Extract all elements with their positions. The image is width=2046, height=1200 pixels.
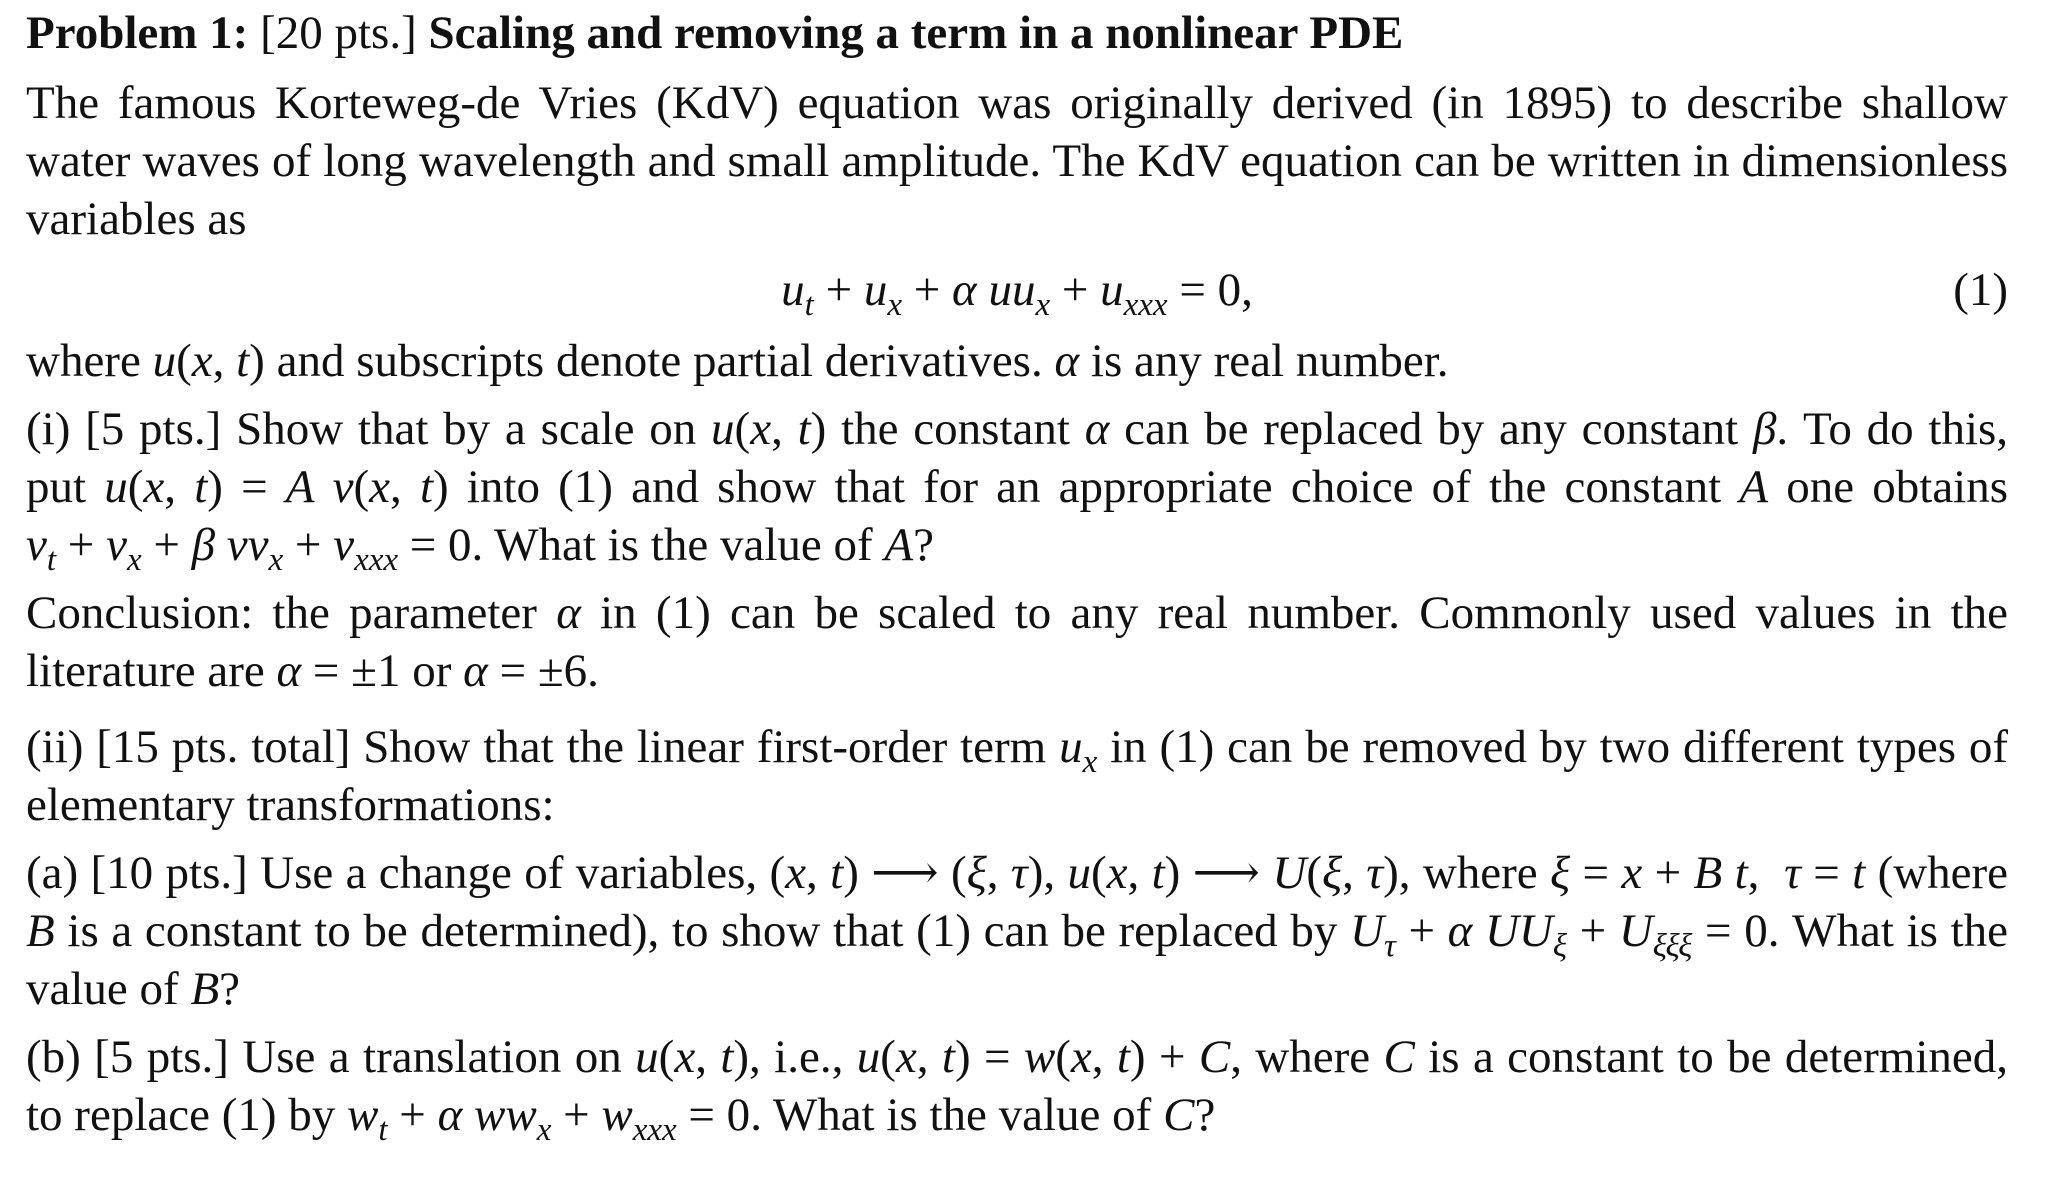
intro-where-text: and subscripts denote partial derivatives.: [276, 335, 1043, 387]
part-i-text-7: . What is the value of: [471, 519, 873, 571]
problem-title: Scaling and removing a term in a nonlinear PDE: [428, 7, 1404, 59]
part-a-paragraph: (a) [10 pts.] Use a change of variables, (x, t) ⟶ (ξ, τ), u(x, t) ⟶ U(ξ, τ), where ξ = x + B t, τ = t (where B is a constant to be determined), to show that (1) can be replaced by $U_\tau + \alpha$ $UU_\xi + U_{\xi\xi\xi} = 0$. What is the value of B?: [26, 847, 2009, 1015]
part-a-text-1: Use a change of variables,: [260, 847, 758, 899]
part-a-text-4: is a constant to be determined), to show that (1) can be replaced by: [67, 905, 1338, 957]
problem-points: [20 pts.]: [260, 7, 417, 59]
part-i-text-6: one obtains: [1786, 461, 2009, 513]
part-a-label: (a) [10 pts.]: [26, 847, 248, 899]
part-ii-label: (ii) [15 pts. total]: [26, 721, 351, 773]
part-ii-text-1: Show that the linear first-order term: [363, 721, 1047, 773]
part-i-text-4: . To do this, put: [26, 403, 2009, 513]
part-a-text-2: , where: [1398, 847, 1538, 899]
intro-alpha-text: is any real number.: [1090, 335, 1449, 387]
conclusion-paragraph: Conclusion: the parameter α in (1) can be scaled to any real number. Commonly used values in the literature are α = ±1 or α = ±6.: [26, 587, 2008, 697]
part-b-text-4: is a constant to be determined, to replace (1) by: [26, 1031, 2009, 1141]
problem-label: Problem 1:: [26, 7, 249, 59]
part-i-text-1: Show that by a scale on: [236, 403, 697, 455]
part-ii-paragraph: (ii) [15 pts. total] Show that the linear first-order term $u_x$ in (1) can be removed by two different types of elementary transformations:: [26, 721, 2008, 831]
kdv-equation: $u_t + u_x + \alpha$ $uu_x + u_{xxx} = 0$,: [781, 264, 1253, 323]
intro-text: The famous Korteweg-de Vries (KdV) equation was originally derived (in 1895) to describe shallow water waves of long wavelength and small amplitude. The KdV equation can be written in dimensionless variables as: [26, 77, 2008, 245]
part-i-text-3: can be replaced by any constant: [1124, 403, 1739, 455]
part-i-label: (i) [5 pts.]: [26, 403, 222, 455]
part-a-text-3: (where: [1877, 847, 2009, 899]
part-i-paragraph: (i) [5 pts.] Show that by a scale on u(x, t) the constant α can be replaced by any constant β. To do this, put u(x, t) = A v(x, t) into (1) and show that for an appropriate choice of the constant A one obtains $v_t + v_x + \beta$ $vv_x + v_{xxx} = 0$. What is the value of A?: [26, 403, 2009, 578]
intro-paragraph: [26, 74, 2008, 248]
part-i-text-2: the constant: [841, 403, 1070, 455]
problem-heading: [26, 4, 2008, 62]
part-b-text-5: . What is the value of: [750, 1089, 1152, 1141]
part-b-text-3: , where: [1230, 1031, 1371, 1083]
intro-where-paragraph: where u(x, t) and subscripts denote partial derivatives. α is any real number.: [26, 335, 1449, 387]
conclusion-text-1: Conclusion: the parameter: [26, 587, 537, 639]
part-b-text-2: , i.e.,: [749, 1031, 844, 1083]
part-a-text-5: . What is the value of: [26, 905, 2008, 1015]
part-i-text-5: into (1) and show that for an appropriate choice of the constant: [466, 461, 1722, 513]
part-ii-text-2: in (1) can be removed by two different types of elementary transformations:: [26, 721, 2008, 831]
part-b-label: (b) [5 pts.]: [26, 1031, 229, 1083]
part-b-paragraph: (b) [5 pts.] Use a translation on u(x, t), i.e., u(x, t) = w(x, t) + C, where C is a constant to be determined, to replace (1) by $w_t + \alpha$ $ww_x + w_{xxx} = 0$. What is the value of C?: [26, 1031, 2009, 1148]
equation-number: (1): [1953, 264, 2008, 316]
kdv-equation-row: [26, 252, 2008, 328]
part-b-text-1: Use a translation on: [242, 1031, 622, 1083]
conclusion-text-2: in (1) can be scaled to any real number. Commonly used values in the literature are: [26, 587, 2008, 697]
conclusion-text-3: or: [412, 645, 452, 697]
